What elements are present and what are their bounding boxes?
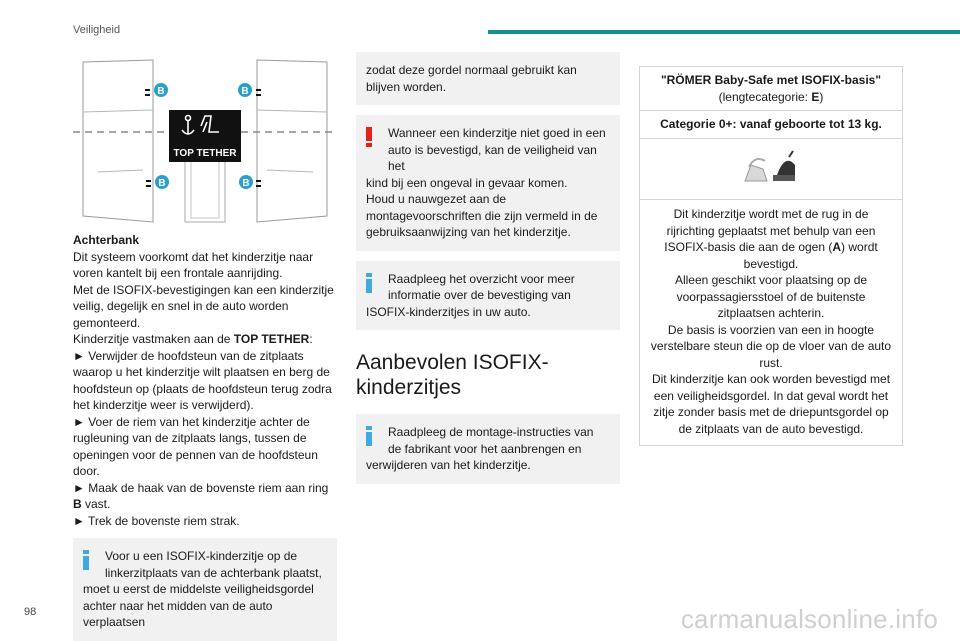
warning-icon	[366, 127, 372, 147]
table-row	[640, 200, 903, 446]
text-line: Met de ISOFIX-bevestigingen kan een kinderzitje veilig, degelijk en snel in de auto worden gemonteerd.	[73, 282, 334, 330]
svg-text:B: B	[157, 86, 165, 97]
image-cell	[640, 138, 903, 200]
note-continued: zodat deze gordel normaal gebruikt kan blijven worden.	[356, 52, 620, 105]
step-4: ► Trek de bovenste riem strak.	[73, 513, 240, 528]
info-icon	[366, 273, 372, 293]
svg-text:B: B	[242, 178, 250, 189]
warning-note: Wanneer een kinderzitje niet goed in een auto is bevestigd, kan de veiligheid van het kind bij een ongeval in gevaar komen. Houd u nauwgezet aan de montagevoorschriften die zijn vermeld in de gebruiksaanwijzing van het kinderzitje.	[356, 115, 620, 251]
product-cell: "RÖMER Baby-Safe met ISOFIX-basis" (lengtecategorie: E)	[640, 67, 903, 111]
text-line: Dit systeem voorkomt dat het kinderzitje naar voren kantelt bij een frontale aanrijding.	[73, 249, 314, 280]
isofix-diagram	[73, 52, 337, 226]
column-3	[639, 66, 903, 446]
column-1	[73, 52, 337, 641]
step-2: ► Voer de riem van het kinderzitje achter de rugleuning van de zitplaats langs, tussen de openingen voor de pennen van de hoofdsteun door.	[73, 414, 318, 478]
info-icon	[366, 426, 372, 446]
info-note-manufacturer: Raadpleeg de montage-instructies van de fabrikant voor het aanbrengen en verwijderen van het kinderzitje.	[356, 414, 620, 484]
top-tether-badge-text: TOP TETHER	[173, 148, 237, 159]
info-icon	[83, 550, 89, 570]
table-row	[640, 111, 903, 139]
svg-text:B: B	[241, 86, 249, 97]
child-seat-table	[639, 66, 903, 446]
rear-bench-heading: Achterbank	[73, 233, 140, 247]
description-cell: Dit kinderzitje wordt met de rug in de rijrichting geplaatst met behulp van een ISOFIX-basis die aan de ogen (A) wordt bevestigd. Alleen geschikt voor plaatsing op de voorpassagiersstoel of de buitenste zitplaatsen achterin. De basis is voorzien van een in hoogte verstelbare steun die op de vloer van de auto rust. Dit kinderzitje kan ook worden bevestigd met een veiligheidsgordel. In dat geval wordt het zitje zonder basis met de driepuntsgordel op de zitplaats van de auto bevestigd.	[640, 200, 903, 446]
table-row	[640, 67, 903, 111]
info-note-overview: Raadpleeg het overzicht voor meer informatie over de bevestiging van ISOFIX-kinderzitjes in uw auto.	[356, 261, 620, 331]
page-number: 98	[24, 606, 37, 618]
category-cell: Categorie 0+: vanaf geboorte tot 13 kg.	[640, 111, 903, 139]
rear-bench-text	[73, 232, 337, 529]
recommended-seats-heading: Aanbevolen ISOFIX-kinderzitjes	[356, 351, 549, 399]
rear-seat-illustration	[73, 52, 337, 226]
header-accent-bar	[488, 30, 960, 34]
table-row	[640, 138, 903, 200]
section-title: Veiligheid	[73, 24, 121, 36]
info-note-left-seat: Voor u een ISOFIX-kinderzitje op de linkerzitplaats van de achterbank plaatst, moet u eerst de middelste veiligheidsgordel achter naar het midden van de auto verplaatsen	[73, 538, 337, 641]
column-2	[356, 52, 620, 484]
step-3: ► Maak de haak van de bovenste riem aan ring B vast.	[73, 480, 329, 511]
watermark: carmanualsonline.info	[680, 604, 938, 634]
svg-text:B: B	[158, 178, 166, 189]
step-1: ► Verwijder de hoofdsteun van de zitplaats waarop u het kinderzitje wilt plaatsen en berg de hoofdsteun op (plaats de hoofdsteun terug zodra het kinderzitje weer is verwijderd).	[73, 348, 332, 412]
baby-seat-image	[741, 147, 801, 187]
tether-intro: Kinderzitje vastmaken aan de TOP TETHER:	[73, 332, 313, 346]
